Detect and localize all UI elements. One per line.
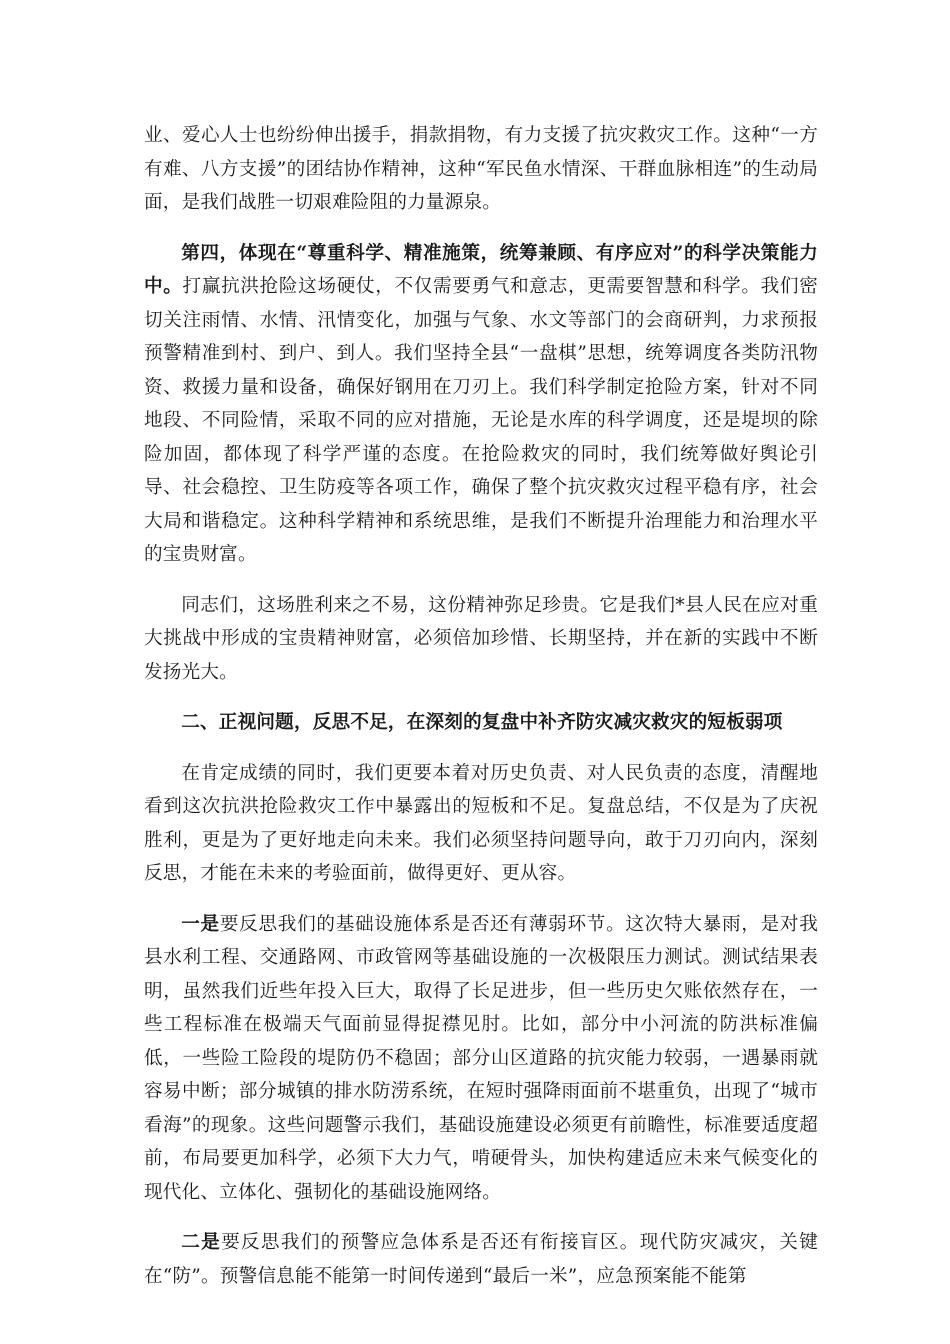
paragraph-support — [144, 119, 818, 220]
paragraph-text: 同志们，这场胜利来之不易，这份精神弥足珍贵。它是我们*县人民在应对重大挑战中形成的宝贵精神财富，必须倍加珍惜、长期坚持，并在新的实践中不断发扬光大。 — [144, 594, 818, 683]
paragraph-lead: 一是 — [181, 913, 220, 935]
paragraph-text: 要反思我们的基础设施体系是否还有薄弱环节。这次特大暴雨，是对我县水利工程、交通路网、市政管网等基础设施的一次极限压力测试。测试结果表明，虽然我们近些年投入巨大，取得了长足进步，但一些历史欠账依然存在，一些工程标准在极端天气面前显得捉襟见肘。比如，部分中小河流的防洪标准偏低，一些险工险段的堤防仍不稳固；部分山区道路的抗灾能力较弱，一遇暴雨就容易中断；部分城镇的排水防涝系统，在短时强降雨面前不堪重负，出现了“城市看海”的现象。这些问题警示我们，基础设施建设必须更有前瞻性，标准要适度超前，布局要更加科学，必须下大力气，啃硬骨头，加快构建适应未来气候变化的现代化、立体化、强韧化的基础设施网络。 — [144, 913, 819, 1203]
paragraph-lead: 二是 — [181, 1232, 222, 1253]
paragraph-comrades — [144, 589, 818, 690]
paragraph-point-one — [144, 908, 818, 1210]
paragraph-fourth-point — [144, 237, 818, 572]
paragraph-text: 在肯定成绩的同时，我们更要本着对历史负责、对人民负责的态度，清醒地看到这次抗洪抢险救灾工作中暴露出的短板和不足。复盘总结，不仅是为了庆祝胜利，更是为了更好地走向未来。我们必须坚持问题导向，敢于刀刃向内，深刻反思，才能在未来的考验面前，做得更好、更从容。 — [144, 762, 818, 884]
paragraph-text: 要反思我们的预警应急体系是否还有衔接盲区。现代防灾减灾，关键在“防”。预警信息能不能第一时间传递到“最后一米”，应急预案能不能第 — [144, 1232, 818, 1287]
document-page — [144, 119, 818, 1310]
paragraph-point-two — [144, 1226, 818, 1293]
section-heading-two — [144, 706, 818, 740]
paragraph-lead: 第四，体现在“尊重科学、精准施策，统筹兼顾、有序应对”的科学决策能力中。 — [144, 242, 818, 297]
paragraph-text: 业、爱心人士也纷纷伸出援手，捐款捐物，有力支援了抗灾救灾工作。这种“一方有难、八方支援”的团结协作精神，这种“军民鱼水情深、干群血脉相连”的生动局面，是我们战胜一切艰难险阻的力量源泉。 — [144, 125, 818, 213]
paragraph-reflection — [144, 757, 818, 891]
paragraph-text: 打赢抗洪抢险这场硬仗，不仅需要勇气和意志，更需要智慧和科学。我们密切关注雨情、水情、汛情变化，加强与气象、水文等部门的会商研判，力求预报预警精准到村、到户、到人。我们坚持全县“一盘棋”思想，统筹调度各类防汛物资、救援力量和设备，确保好钢用在刀刃上。我们科学制定抢险方案，针对不同地段、不同险情，采取不同的应对措施，无论是水库的科学调度，还是堤坝的除险加固，都体现了科学严谨的态度。在抢险救灾的同时，我们统筹做好舆论引导、社会稳控、卫生防疫等各项工作，确保了整个抗灾救灾过程平稳有序，社会大局和谐稳定。这种科学精神和系统思维，是我们不断提升治理能力和治理水平的宝贵财富。 — [144, 276, 818, 565]
section-heading-text: 二、正视问题，反思不足，在深刻的复盘中补齐防灾减灾救灾的短板弱项 — [181, 712, 783, 733]
